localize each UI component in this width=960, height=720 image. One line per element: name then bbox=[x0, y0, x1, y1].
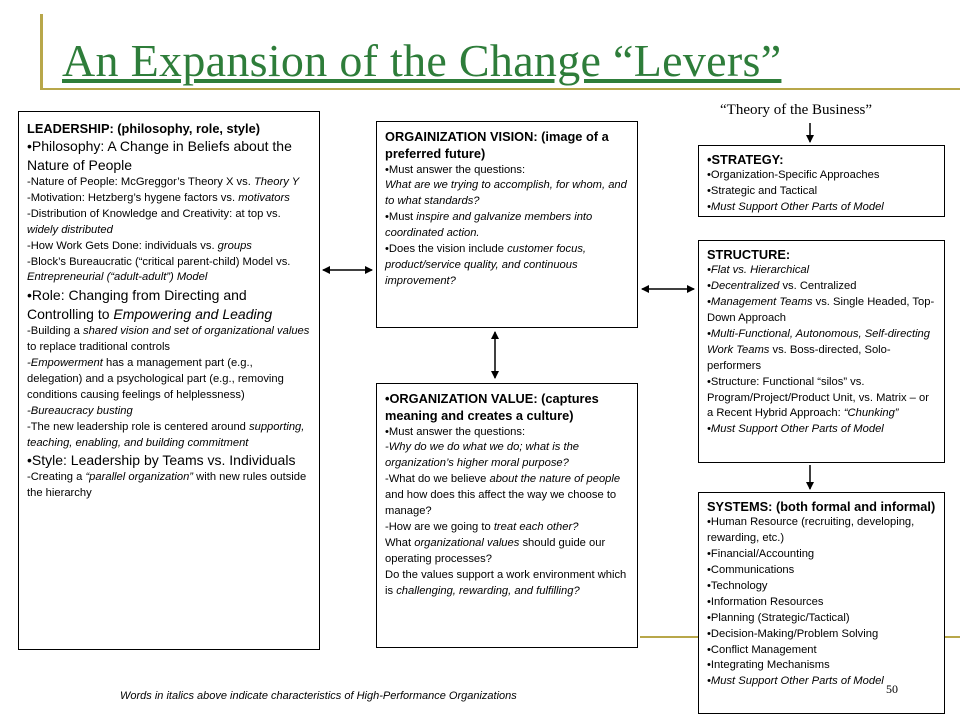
leadership-style: •Style: Leadership by Teams vs. Individuals bbox=[27, 452, 296, 469]
systems-item: •Planning (Strategic/Tactical) bbox=[707, 611, 850, 624]
systems-item: •Must Support Other Parts of Model bbox=[707, 675, 884, 688]
structure-line: •Decentralized vs. Centralized bbox=[707, 280, 857, 293]
leadership-line: -Building a shared vision and set of organizational values to replace traditional controls bbox=[27, 325, 310, 354]
value-line: -What do we believe about the nature of people and how does this affect the way we choose to manage? bbox=[385, 473, 621, 518]
leadership-line: -Bureaucracy busting bbox=[27, 404, 133, 417]
structure-line: •Structure: Functional “silos” vs. Program/Project/Product Unit, vs. Matrix – or a Recent Hybrid Approach: “Chunking” bbox=[707, 375, 929, 420]
vision-line: •Does the vision include customer focus, product/service quality, and continuous improvement? bbox=[385, 243, 587, 287]
structure-line: •Flat vs. Hierarchical bbox=[707, 264, 810, 277]
systems-item: •Integrating Mechanisms bbox=[707, 659, 830, 672]
leadership-line: -Distribution of Knowledge and Creativity: at top vs. widely distributed bbox=[27, 207, 281, 236]
strategy-heading: •STRATEGY: bbox=[707, 152, 784, 167]
systems-item: •Communications bbox=[707, 563, 795, 576]
leadership-line: -Empowerment has a management part (e.g., delegation) and a psychological part (e.g., removing conditions causing feelings of helplessness) bbox=[27, 356, 284, 401]
theory-label: “Theory of the Business” bbox=[720, 102, 873, 118]
page-number: 50 bbox=[886, 682, 898, 696]
systems-item: •Decision-Making/Problem Solving bbox=[707, 627, 879, 640]
systems-item: •Information Resources bbox=[707, 595, 824, 608]
leadership-line: -The new leadership role is centered around supporting, teaching, enabling, and building commitment bbox=[27, 420, 305, 449]
vision-heading: ORGAINIZATION VISION: (image of a preferred future) bbox=[385, 129, 609, 162]
value-line: -How are we going to treat each other? bbox=[385, 520, 579, 533]
systems-item: •Financial/Accounting bbox=[707, 548, 815, 561]
leadership-line: -Creating a “parallel organization” with new rules outside the hierarchy bbox=[27, 471, 307, 500]
leadership-role: •Role: Changing from Directing and Controlling to Empowering and Leading bbox=[27, 287, 273, 323]
strategy-line: •Strategic and Tactical bbox=[707, 185, 818, 198]
leadership-line: -Motivation: Hetzberg’s hygene factors vs. motivators bbox=[27, 191, 290, 204]
systems-item: •Conflict Management bbox=[707, 643, 817, 656]
value-line: Do the values support a work environment which is challenging, rewarding, and fulfilling? bbox=[385, 568, 627, 597]
footnote: Words in italics above indicate characteristics of High-Performance Organizations bbox=[120, 690, 517, 702]
leadership-line: -Nature of People: McGreggor’s Theory X vs. Theory Y bbox=[27, 176, 300, 189]
systems-item: •Technology bbox=[707, 579, 768, 592]
value-line: -Why do we do what we do; what is the organization’s higher moral purpose? bbox=[385, 441, 580, 470]
strategy-line: •Must Support Other Parts of Model bbox=[707, 201, 884, 214]
leadership-line: -Block’s Bureaucratic (“critical parent-child) Model vs. Entrepreneurial (“adult-adult”) Model bbox=[27, 255, 291, 284]
vision-line: What are we trying to accomplish, for whom, and to what standards? bbox=[385, 179, 627, 208]
structure-heading: STRUCTURE: bbox=[707, 247, 791, 262]
leadership-philosophy: •Philosophy: A Change in Beliefs about the Nature of People bbox=[27, 138, 292, 174]
vision-line: •Must inspire and galvanize members into coordinated action. bbox=[385, 211, 593, 240]
value-line: •Must answer the questions: bbox=[385, 425, 526, 438]
structure-line: •Management Teams vs. Single Headed, Top-Down Approach bbox=[707, 296, 935, 324]
leadership-line: -How Work Gets Done: individuals vs. groups bbox=[27, 239, 252, 252]
systems-item: •Human Resource (recruiting, developing, rewarding, etc.) bbox=[707, 516, 915, 545]
strategy-line: •Organization-Specific Approaches bbox=[707, 169, 880, 182]
systems-heading: SYSTEMS: (both formal and informal) bbox=[707, 499, 936, 514]
slide-title: An Expansion of the Change “Levers” bbox=[62, 35, 782, 86]
vision-line: •Must answer the questions: bbox=[385, 163, 526, 176]
structure-line: •Multi-Functional, Autonomous, Self-directing Work Teams vs. Boss-directed, Solo-performers bbox=[707, 327, 931, 372]
structure-line: •Must Support Other Parts of Model bbox=[707, 423, 884, 436]
value-heading: •ORGANIZATION VALUE: (captures meaning and creates a culture) bbox=[385, 391, 599, 424]
value-line: What organizational values should guide our operating processes? bbox=[385, 536, 606, 565]
leadership-heading: LEADERSHIP: (philosophy, role, style) bbox=[27, 121, 260, 136]
